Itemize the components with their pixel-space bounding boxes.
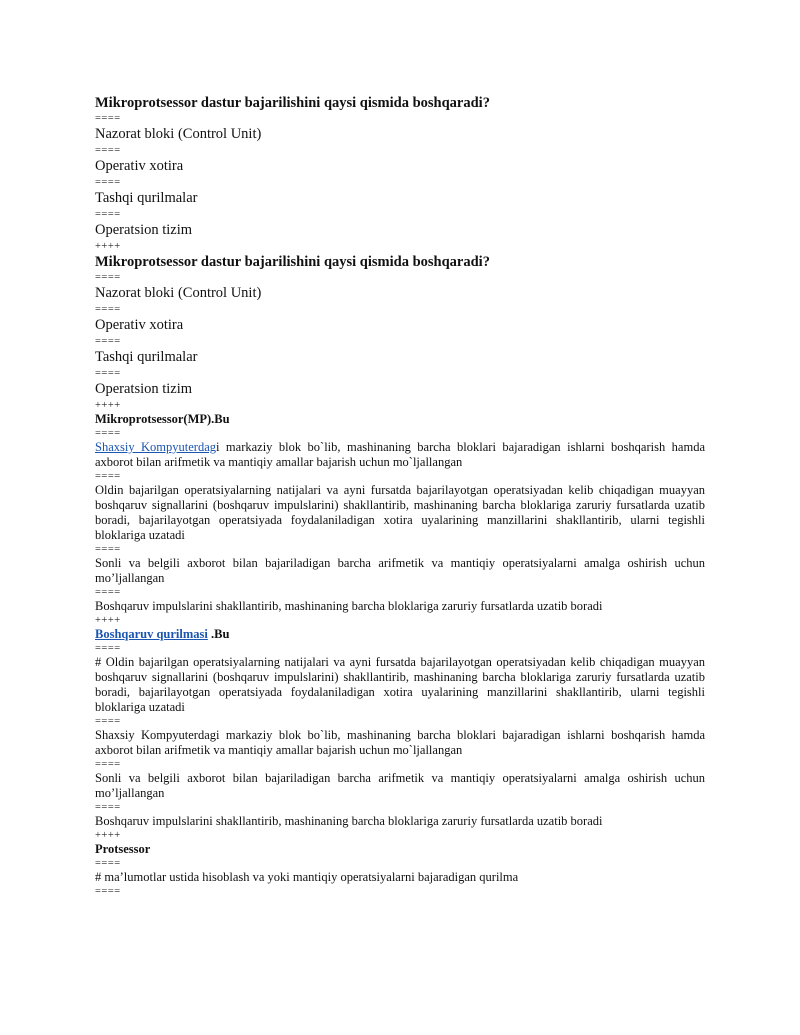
separator: ==== bbox=[95, 716, 121, 727]
question-3-answer-2: Oldin bajarilgan operatsiyalarning natijalari va ayni fursatda bajarilayotgan operatsiyadan kelib chiqadigan muayyan boshqaruv signallarini (boshqaruv impulslarini) shakllantirib, mashinaning barcha bloklariga zaruriy fursatlarda uzatib boradi, bajarilayotgan operatsiyada foydalaniladigan xotira uyalarining manzillarini shakllantirib, ularni tegishli bloklariga uzatadi bbox=[95, 483, 705, 542]
question-1-option-2: Operativ xotira bbox=[95, 158, 184, 174]
separator: ==== bbox=[95, 368, 121, 379]
question-4-answer-3: Sonli va belgili axborot bilan bajariladigan barcha arifmetik va mantiqiy operatsiyalarni amalga oshirish uchun mo’ljallangan bbox=[95, 771, 705, 800]
separator: ==== bbox=[95, 544, 121, 555]
question-5-title: Protsessor bbox=[95, 842, 151, 856]
question-3-answer-1 bbox=[95, 440, 705, 470]
boshqaruv-qurilmasi-link[interactable]: Boshqaruv qurilmasi bbox=[95, 627, 208, 641]
separator: ==== bbox=[95, 272, 121, 283]
question-3-answer-3: Sonli va belgili axborot bilan bajariladigan barcha arifmetik va mantiqiy operatsiyalarni amalga oshirish uchun mo’ljallangan bbox=[95, 556, 705, 585]
question-4-answer-1: # Oldin bajarilgan operatsiyalarning natijalari va ayni fursatda bajarilayotgan operatsiyadan kelib chiqadigan muayyan boshqaruv signallarini (boshqaruv impulslarini) shakllantirib, mashinaning barcha bloklariga zaruriy fursatlarda uzatib boradi, bajarilayotgan operatsiyada foydalaniladigan xotira uyalarining manzillarini shakllantirib, ularni tegishli bloklariga uzatadi bbox=[95, 655, 705, 714]
question-3-title: Mikroprotsessor(MP).Bu bbox=[95, 412, 230, 426]
separator: ++++ bbox=[95, 830, 121, 841]
document-page bbox=[95, 94, 705, 898]
separator: ==== bbox=[95, 759, 121, 770]
separator: ==== bbox=[95, 209, 121, 220]
question-1-option-4: Operatsion tizim bbox=[95, 222, 193, 238]
shaxsiy-kompyuter-link[interactable]: Shaxsiy Kompyuterdag bbox=[95, 440, 217, 454]
question-4-answer-2: Shaxsiy Kompyuterdagi markaziy blok bo`lib, mashinaning barcha bloklari bajaradigan ishlarni boshqarish hamda axborot bilan arifmetik va mantiqiy amallar bajarish uchun mo`ljallangan bbox=[95, 728, 705, 757]
separator: ==== bbox=[95, 145, 121, 156]
separator: ++++ bbox=[95, 615, 121, 626]
separator: ==== bbox=[95, 113, 121, 124]
separator: ==== bbox=[95, 471, 121, 482]
separator: ==== bbox=[95, 304, 121, 315]
separator: ==== bbox=[95, 858, 121, 869]
question-2-title: Mikroprotsessor dastur bajarilishini qaysi qismida boshqaradi? bbox=[95, 254, 490, 270]
question-4-answer-4: Boshqaruv impulslarini shakllantirib, mashinaning barcha bloklariga zaruriy fursatlarda uzatib boradi bbox=[95, 814, 603, 828]
separator: ==== bbox=[95, 587, 121, 598]
question-4-title bbox=[95, 627, 705, 642]
separator: ==== bbox=[95, 643, 121, 654]
separator: ==== bbox=[95, 802, 121, 813]
question-1-title: Mikroprotsessor dastur bajarilishini qaysi qismida boshqaradi? bbox=[95, 95, 490, 111]
question-1-option-1: Nazorat bloki (Control Unit) bbox=[95, 126, 262, 142]
question-1-option-3: Tashqi qurilmalar bbox=[95, 190, 198, 206]
question-5-answer-1: # ma’lumotlar ustida hisoblash va yoki mantiqiy operatsiyalarni bajaradigan qurilma bbox=[95, 870, 519, 884]
separator: ++++ bbox=[95, 241, 121, 252]
separator: ==== bbox=[95, 886, 121, 897]
question-3-answer-4: Boshqaruv impulslarini shakllantirib, mashinaning barcha bloklariga zaruriy fursatlarda uzatib boradi bbox=[95, 599, 603, 613]
question-4-title-rest: .Bu bbox=[207, 627, 230, 641]
question-2-option-3: Tashqi qurilmalar bbox=[95, 349, 198, 365]
separator: ==== bbox=[95, 177, 121, 188]
question-2-option-4: Operatsion tizim bbox=[95, 381, 193, 397]
separator: ==== bbox=[95, 336, 121, 347]
separator: ++++ bbox=[95, 400, 121, 411]
answer-text: i markaziy blok bo`lib, mashinaning barcha bloklari bajaradigan ishlarni boshqarish hamda axborot bilan arifmetik va mantiqiy amallar bajarish uchun mo`ljallangan bbox=[95, 440, 705, 469]
question-2-option-2: Operativ xotira bbox=[95, 317, 184, 333]
question-2-option-1: Nazorat bloki (Control Unit) bbox=[95, 285, 262, 301]
separator: ==== bbox=[95, 428, 121, 439]
